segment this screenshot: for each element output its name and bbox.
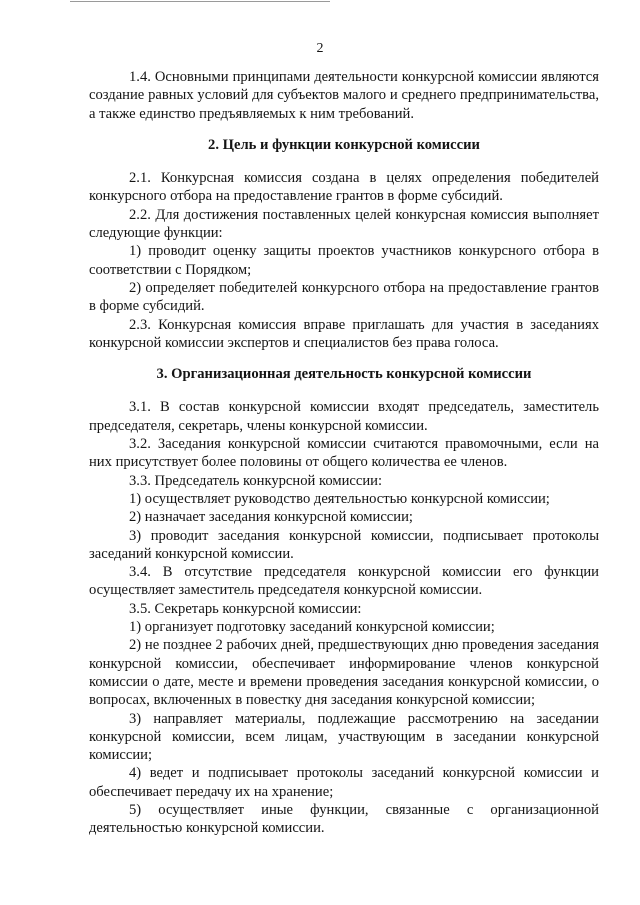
paragraph-3-5-item-2: 2) не позднее 2 рабочих дней, предшествующих дню проведения заседания конкурсной комиссии, обеспечивает информирование членов конкурсной комиссии о дате, месте и времени проведения заседания конкурсной комиссии, о вопросах, включенных в повестку дня заседания конкурсной комиссии; <box>89 637 599 709</box>
paragraph-1-4: 1.4. Основными принципами деятельности конкурсной комиссии являются создание равных условий для субъектов малого и среднего предпринимательства, а также единство предъявляемых к ним требований. <box>89 69 599 122</box>
paragraph-3-3: 3.3. Председатель конкурсной комиссии: <box>129 472 383 489</box>
document-body <box>89 68 599 838</box>
heading-section-2: 2. Цель и функции конкурсной комиссии <box>208 136 480 153</box>
paragraph-2-2: 2.2. Для достижения поставленных целей конкурсная комиссия выполняет следующие функции: <box>89 206 599 242</box>
paragraph-3-5-item-5: 5) осуществляет иные функции, связанные с организационной деятельностью конкурсной комиссии. <box>89 801 599 837</box>
paragraph-3-2: 3.2. Заседания конкурсной комиссии считаются правомочными, если на них присутствует более половины от общего количества ее членов. <box>89 436 599 471</box>
paragraph-3-4: 3.4. В отсутствие председателя конкурсной комиссии его функции осуществляет заместитель председателя конкурсной комиссии. <box>89 564 599 599</box>
heading-section-3: 3. Организационная деятельность конкурсной комиссии <box>156 366 532 383</box>
page-number: 2 <box>316 41 324 56</box>
paragraph-2-2-item-2: 2) определяет победителей конкурсного отбора на предоставление грантов в форме субсидий. <box>89 279 599 315</box>
paragraph-3-1: 3.1. В состав конкурсной комиссии входят председатель, заместитель председателя, секретарь, члены конкурсной комиссии. <box>89 399 599 434</box>
scan-edge-line <box>70 1 330 2</box>
paragraph-3-3-item-1: 1) осуществляет руководство деятельностью конкурсной комиссии; <box>129 490 550 507</box>
paragraph-3-5-item-3: 3) направляет материалы, подлежащие рассмотрению на заседании конкурсной комиссии, всем лицам, участвующим в заседании конкурсной комиссии; <box>89 710 599 764</box>
paragraph-3-3-item-2: 2) назначает заседания конкурсной комиссии; <box>129 509 413 526</box>
paragraph-2-1: 2.1. Конкурсная комиссия создана в целях определения победителей конкурсного отбора на предоставление грантов в форме субсидий. <box>89 170 599 205</box>
paragraph-2-3: 2.3. Конкурсная комиссия вправе приглашать для участия в заседаниях конкурсной комиссии экспертов и специалистов без права голоса. <box>89 316 599 351</box>
paragraph-3-5: 3.5. Секретарь конкурсной комиссии: <box>129 600 362 617</box>
paragraph-3-3-item-3: 3) проводит заседания конкурсной комиссии, подписывает протоколы заседаний конкурсной комиссии. <box>89 527 599 562</box>
paragraph-3-5-item-1: 1) организует подготовку заседаний конкурсной комиссии; <box>129 619 495 636</box>
paragraph-3-5-item-4: 4) ведет и подписывает протоколы заседаний конкурсной комиссии и обеспечивает передачу их на хранение; <box>89 765 599 800</box>
paragraph-2-2-item-1: 1) проводит оценку защиты проектов участников конкурсного отбора в соответствии с Порядком; <box>89 243 599 278</box>
